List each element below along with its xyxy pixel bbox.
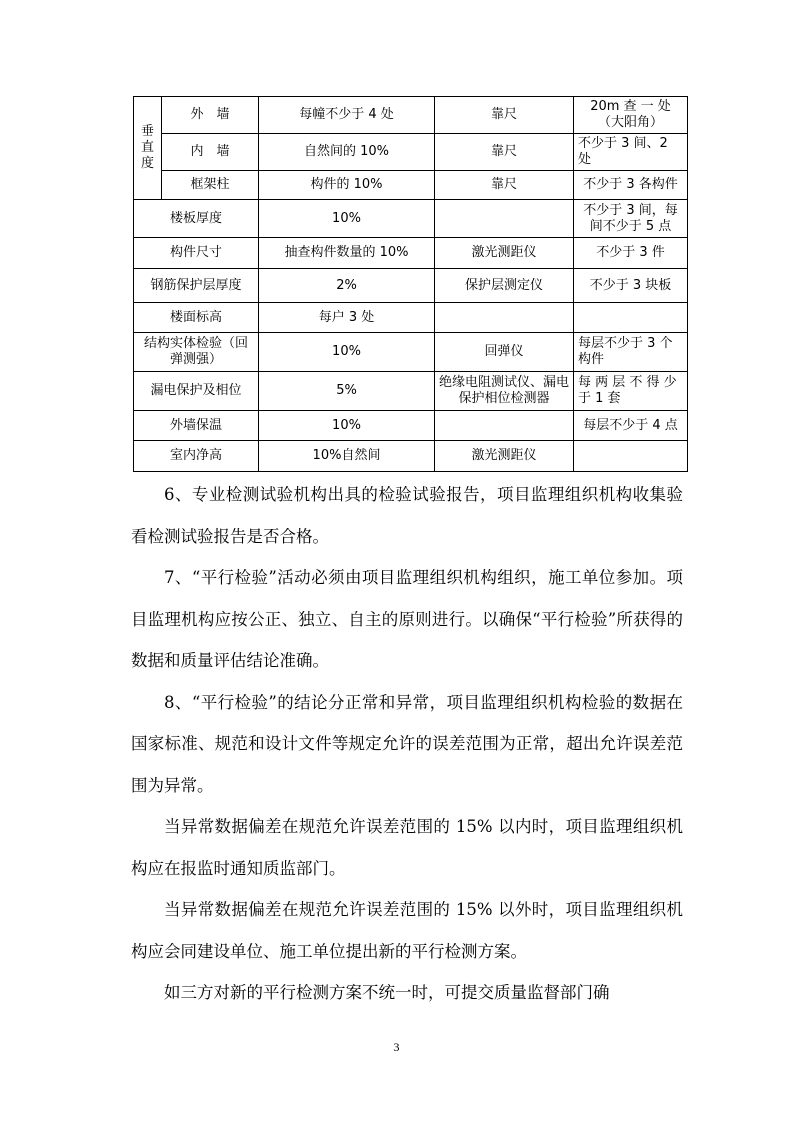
table-row	[134, 333, 688, 372]
cell-quantity: 10%	[259, 333, 435, 372]
table-row	[134, 134, 688, 171]
cell-note	[574, 441, 688, 472]
cell-tool: 绝缘电阻测试仪、漏电保护相位检测器	[435, 372, 574, 411]
table-row	[134, 303, 688, 333]
table-row	[134, 372, 688, 411]
group-label-verticality	[134, 97, 162, 200]
cell-item: 外 墙	[162, 97, 259, 134]
cell-quantity: 自然间的 10%	[259, 134, 435, 171]
cell-item: 楼板厚度	[134, 200, 259, 238]
paragraph: 6、专业检测试验机构出具的检验试验报告，项目监理组织机构收集验看检测试验报告是否合格。	[131, 485, 683, 546]
cell-item: 构件尺寸	[134, 238, 259, 269]
cell-quantity: 每幢不少于 4 处	[259, 97, 435, 134]
cell-item: 钢筋保护层厚度	[134, 269, 259, 303]
cell-tool: 激光测距仪	[435, 238, 574, 269]
cell-tool	[435, 303, 574, 333]
paragraph: 当异常数据偏差在规范允许误差范围的 15% 以内时，项目监理组织机构应在报监时通知质监部门。	[131, 817, 683, 878]
paragraph: 8、“平行检验”的结论分正常和异常，项目监理组织机构检验的数据在国家标准、规范和设计文件等规定允许的误差范围为正常，超出允许误差范围为异常。	[131, 692, 683, 795]
group-label-char: 直	[140, 140, 154, 155]
cell-item: 外墙保温	[134, 411, 259, 441]
cell-quantity: 10%自然间	[259, 441, 435, 472]
table-row	[134, 171, 688, 200]
cell-quantity: 构件的 10%	[259, 171, 435, 200]
cell-tool: 靠尺	[435, 134, 574, 171]
body-text	[131, 474, 683, 1014]
cell-quantity: 10%	[259, 200, 435, 238]
cell-tool: 激光测距仪	[435, 441, 574, 472]
paragraph: 如三方对新的平行检测方案不统一时，可提交质量监督部门确	[164, 983, 610, 1002]
cell-tool: 保护层测定仪	[435, 269, 574, 303]
cell-note: 每层不少于 4 点	[574, 411, 688, 441]
group-label-char: 度	[140, 156, 154, 171]
inspection-table	[133, 96, 688, 472]
cell-item: 内 墙	[162, 134, 259, 171]
cell-tool	[435, 411, 574, 441]
cell-note: 不少于 3 间、2 处	[574, 134, 688, 171]
table-row	[134, 200, 688, 238]
paragraph: 当异常数据偏差在规范允许误差范围的 15% 以外时，项目监理组织机构应会同建设单位、施工单位提出新的平行检测方案。	[131, 900, 683, 961]
cell-note: 不少于 3 块板	[574, 269, 688, 303]
cell-item: 框架柱	[162, 171, 259, 200]
cell-note: 每层不少于 3 个构件	[574, 333, 688, 372]
table-row	[134, 269, 688, 303]
table-row	[134, 411, 688, 441]
group-label-char: 垂	[140, 124, 154, 139]
cell-quantity: 2%	[259, 269, 435, 303]
cell-quantity: 10%	[259, 411, 435, 441]
table-row	[134, 238, 688, 269]
cell-item: 室内净高	[134, 441, 259, 472]
cell-quantity: 每户 3 处	[259, 303, 435, 333]
cell-note: 每 两 层 不 得 少于 1 套	[574, 372, 688, 411]
cell-tool: 靠尺	[435, 171, 574, 200]
cell-note: 20m 查 一 处（大阳角）	[574, 97, 688, 134]
page-number: 3	[393, 1040, 400, 1054]
cell-tool: 靠尺	[435, 97, 574, 134]
paragraph: 7、“平行检验”活动必须由项目监理组织机构组织，施工单位参加。项目监理机构应按公正、独立、自主的原则进行。以确保“平行检验”所获得的数据和质量评估结论准确。	[131, 568, 683, 670]
cell-note: 不少于 3 各构件	[574, 171, 688, 200]
cell-tool	[435, 200, 574, 238]
cell-item: 楼面标高	[134, 303, 259, 333]
table-row	[134, 441, 688, 472]
cell-note	[574, 303, 688, 333]
cell-tool: 回弹仪	[435, 333, 574, 372]
cell-quantity: 抽查构件数量的 10%	[259, 238, 435, 269]
cell-quantity: 5%	[259, 372, 435, 411]
cell-note: 不少于 3 间，每间不少于 5 点	[574, 200, 688, 238]
table-row	[134, 97, 688, 134]
cell-item: 结构实体检验（回弹测强）	[134, 333, 259, 372]
cell-note: 不少于 3 件	[574, 238, 688, 269]
cell-item: 漏电保护及相位	[134, 372, 259, 411]
